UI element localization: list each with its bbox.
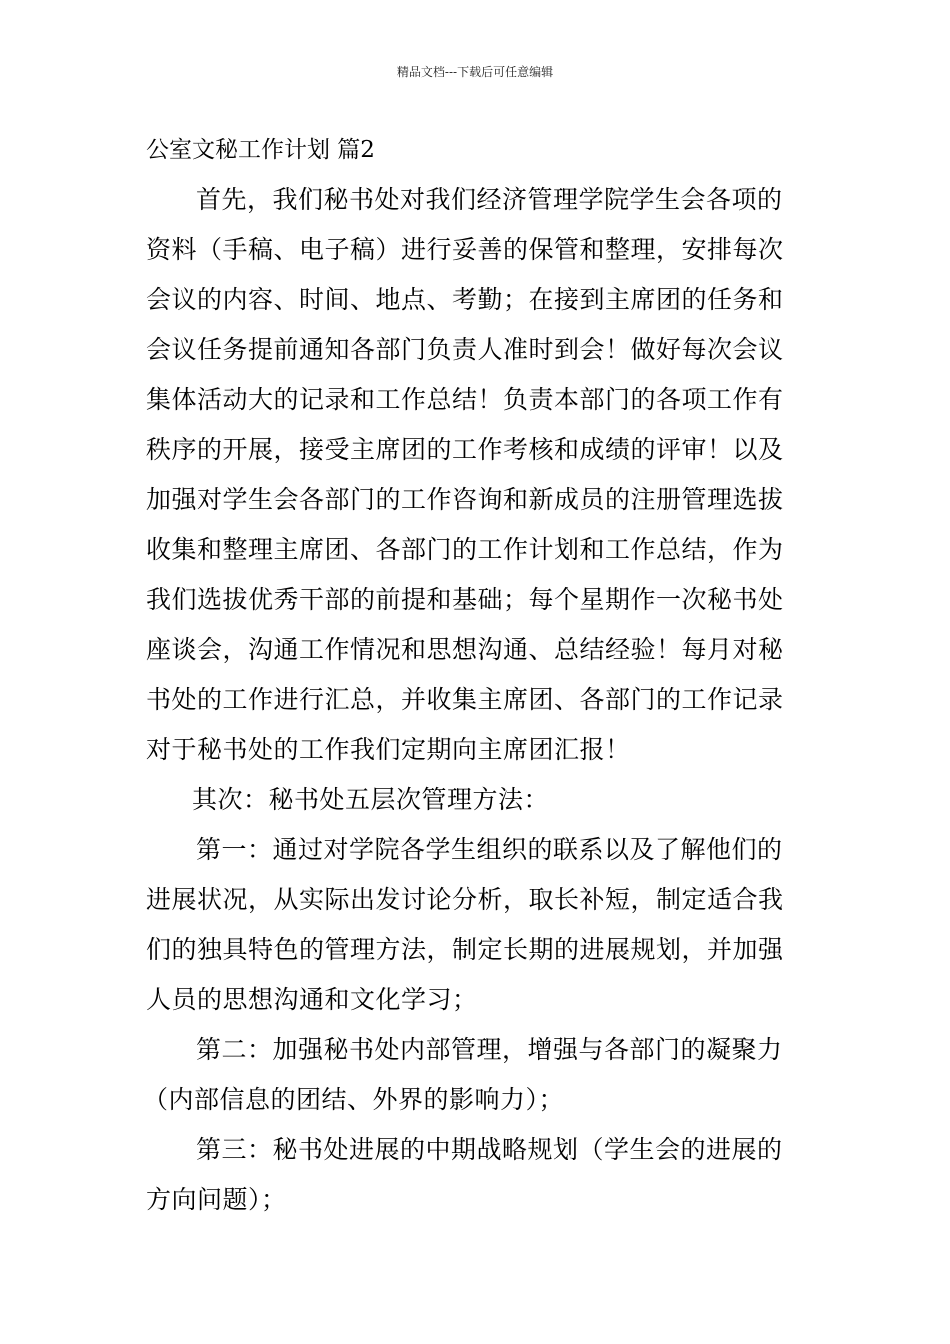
paragraph-line: 第一：通过对学院各学生组织的联系以及了解他们的 <box>196 835 783 864</box>
paragraph-line: （内部信息的团结、外界的影响力）； <box>143 1085 565 1114</box>
paragraph-line: 会议任务提前通知各部门负责人准时到会！做好每次会议 <box>146 335 784 364</box>
paragraph-line: 方向问题）； <box>146 1185 287 1214</box>
paragraph-line: 们的独具特色的管理方法，制定长期的进展规划，并加强 <box>146 935 784 964</box>
paragraph-line: 第二：加强秘书处内部管理，增强与各部门的凝聚力 <box>196 1035 783 1064</box>
paragraph-line: 人员的思想沟通和文化学习； <box>146 985 478 1014</box>
paragraph-line: 加强对学生会各部门的工作咨询和新成员的注册管理选拔 <box>146 485 784 514</box>
paragraph-line: 收集和整理主席团、各部门的工作计划和工作总结，作为 <box>146 535 784 564</box>
paragraph-line: 其次：秘书处五层次管理方法： <box>192 785 550 814</box>
page-header: 精品文档---下载后可任意编辑 <box>396 65 554 79</box>
document-title: 公室文秘工作计划 篇2 <box>146 137 375 163</box>
paragraph-line: 座谈会，沟通工作情况和思想沟通、总结经验！每月对秘 <box>146 635 784 664</box>
paragraph-line: 第三：秘书处进展的中期战略规划（学生会的进展的 <box>196 1135 783 1164</box>
paragraph-line: 资料（手稿、电子稿）进行妥善的保管和整理，安排每次 <box>146 235 784 264</box>
paragraph-line: 对于秘书处的工作我们定期向主席团汇报！ <box>146 735 631 764</box>
paragraph-line: 首先，我们秘书处对我们经济管理学院学生会各项的 <box>196 185 783 214</box>
paragraph-line: 秩序的开展，接受主席团的工作考核和成绩的评审！以及 <box>146 435 784 464</box>
paragraph-line: 集体活动大的记录和工作总结！负责本部门的各项工作有 <box>146 385 784 414</box>
paragraph-line: 进展状况，从实际出发讨论分析，取长补短，制定适合我 <box>146 885 784 914</box>
paragraph-line: 会议的内容、时间、地点、考勤；在接到主席团的任务和 <box>146 285 784 314</box>
paragraph-line: 我们选拔优秀干部的前提和基础；每个星期作一次秘书处 <box>146 585 784 614</box>
paragraph-line: 书处的工作进行汇总，并收集主席团、各部门的工作记录 <box>146 685 784 714</box>
